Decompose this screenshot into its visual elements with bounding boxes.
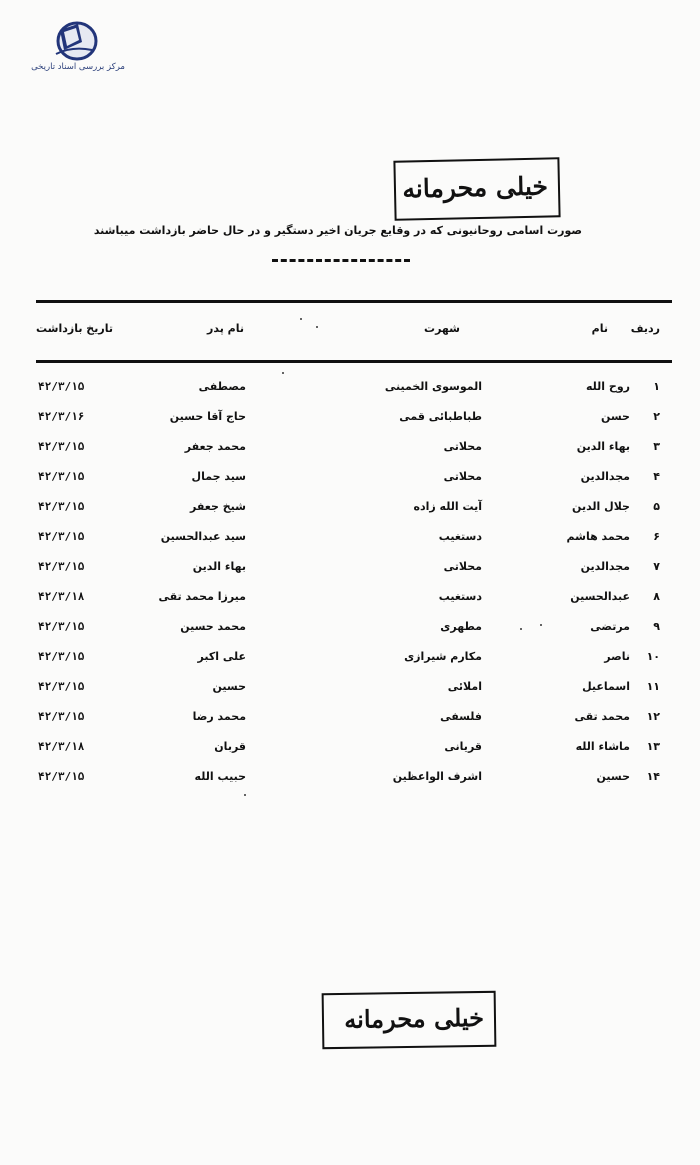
row-name: بهاء الدین xyxy=(576,440,630,453)
row-index: ۱۱ xyxy=(646,680,660,693)
row-father-name: علی اکبر xyxy=(197,650,246,663)
row-name: روح الله xyxy=(586,380,630,393)
archive-logo-icon xyxy=(52,20,98,62)
row-arrest-date: ۴۲/۳/۱۵ xyxy=(38,440,85,453)
row-name: مجدالدین xyxy=(580,560,630,573)
row-fame: مطهری xyxy=(440,620,482,633)
row-fame: قریانی xyxy=(444,740,482,753)
row-fame: محلاتی xyxy=(443,560,482,573)
header-name: نام xyxy=(591,322,608,335)
row-arrest-date: ۴۲/۳/۱۵ xyxy=(38,680,85,693)
header-father: نام پدر xyxy=(207,322,244,335)
row-fame: دستغیب xyxy=(438,530,482,543)
table-top-rule xyxy=(36,300,672,303)
row-name: ناصر xyxy=(604,650,630,663)
row-index: ۱۰ xyxy=(646,650,660,663)
row-arrest-date: ۴۲/۳/۱۵ xyxy=(38,650,85,663)
row-name: ماشاء الله xyxy=(575,740,630,753)
row-arrest-date: ۴۲/۳/۱۸ xyxy=(38,740,85,753)
row-name: جلال الدین xyxy=(572,500,630,513)
row-index: ۷ xyxy=(653,560,660,573)
header-date: تاریخ بازداشت xyxy=(36,322,113,335)
row-fame: طباطبائی قمی xyxy=(399,410,482,423)
row-name: مجدالدین xyxy=(580,470,630,483)
row-fame: مکارم شیرازی xyxy=(404,650,482,663)
confidential-stamp-top: خیلی محرمانه xyxy=(393,157,560,220)
table-row xyxy=(0,584,700,614)
table-row xyxy=(0,374,700,404)
table-row xyxy=(0,494,700,524)
row-arrest-date: ۴۲/۳/۱۵ xyxy=(38,470,85,483)
row-arrest-date: ۴۲/۳/۱۸ xyxy=(38,590,85,603)
header-fame: شهرت xyxy=(424,322,460,335)
row-father-name: بهاء الدین xyxy=(192,560,246,573)
row-arrest-date: ۴۲/۳/۱۵ xyxy=(38,500,85,513)
row-index: ۶ xyxy=(653,530,660,543)
archive-logo xyxy=(18,18,138,82)
detainee-table-body xyxy=(0,374,700,794)
table-row xyxy=(0,554,700,584)
row-father-name: مصطفی xyxy=(198,380,246,393)
row-father-name: قربان xyxy=(214,740,246,753)
row-index: ۳ xyxy=(653,440,660,453)
table-row xyxy=(0,674,700,704)
row-index: ۱۲ xyxy=(646,710,660,723)
row-index: ۸ xyxy=(653,590,660,603)
row-fame: دستغیب xyxy=(438,590,482,603)
row-name: حسین xyxy=(596,770,630,783)
row-father-name: حبیب الله xyxy=(194,770,246,783)
row-arrest-date: ۴۲/۳/۱۵ xyxy=(38,560,85,573)
row-fame: فلسفی xyxy=(440,710,482,723)
row-father-name: سید جمال xyxy=(191,470,246,483)
row-father-name: حسین xyxy=(212,680,246,693)
confidential-stamp-bottom: خیلی محرمانه xyxy=(322,991,497,1049)
table-row xyxy=(0,704,700,734)
row-arrest-date: ۴۲/۳/۱۶ xyxy=(38,410,85,423)
row-fame: محلاتی xyxy=(443,470,482,483)
heading-underline xyxy=(272,259,410,262)
row-father-name: حاج آقا حسین xyxy=(169,410,246,423)
table-row xyxy=(0,434,700,464)
row-index: ۱۳ xyxy=(646,740,660,753)
header-index: ردیف xyxy=(630,322,660,335)
row-name: محمد تقی xyxy=(574,710,630,723)
row-index: ۱۴ xyxy=(646,770,660,783)
table-row xyxy=(0,764,700,794)
row-fame: محلاتی xyxy=(443,440,482,453)
archive-logo-text: مرکز بررسی اسناد تاریخی xyxy=(31,62,125,72)
table-row xyxy=(0,404,700,434)
row-fame: آیت الله زاده xyxy=(413,500,482,513)
row-index: ۹ xyxy=(653,620,660,633)
row-name: محمد هاشم xyxy=(566,530,630,543)
row-father-name: سید عبدالحسین xyxy=(160,530,246,543)
row-arrest-date: ۴۲/۳/۱۵ xyxy=(38,770,85,783)
row-name: مرتضی xyxy=(590,620,630,633)
row-name: اسماعیل xyxy=(582,680,630,693)
row-arrest-date: ۴۲/۳/۱۵ xyxy=(38,380,85,393)
row-father-name: محمد حسین xyxy=(180,620,246,633)
row-father-name: محمد رضا xyxy=(192,710,246,723)
row-fame: املائی xyxy=(447,680,482,693)
row-index: ۱ xyxy=(653,380,660,393)
row-name: عبدالحسین xyxy=(570,590,630,603)
row-fame: الموسوی الخمینی xyxy=(384,380,482,393)
table-header-rule xyxy=(36,360,672,363)
row-index: ۴ xyxy=(653,470,660,483)
row-arrest-date: ۴۲/۳/۱۵ xyxy=(38,530,85,543)
row-father-name: شیخ جعفر xyxy=(190,500,246,513)
row-index: ۵ xyxy=(653,500,660,513)
row-index: ۲ xyxy=(653,410,660,423)
table-row xyxy=(0,734,700,764)
table-row xyxy=(0,524,700,554)
table-row xyxy=(0,644,700,674)
table-row xyxy=(0,464,700,494)
row-fame: اشرف الواعظین xyxy=(392,770,482,783)
row-father-name: محمد جعفر xyxy=(184,440,246,453)
row-father-name: میرزا محمد تقی xyxy=(158,590,246,603)
row-arrest-date: ۴۲/۳/۱۵ xyxy=(38,710,85,723)
row-name: حسن xyxy=(600,410,630,423)
table-row xyxy=(0,614,700,644)
document-heading: صورت اسامی روحانیونی که در وقایع جریان اخیر دستگیر و در حال حاضر بازداشت میباشند xyxy=(93,224,582,237)
row-arrest-date: ۴۲/۳/۱۵ xyxy=(38,620,85,633)
